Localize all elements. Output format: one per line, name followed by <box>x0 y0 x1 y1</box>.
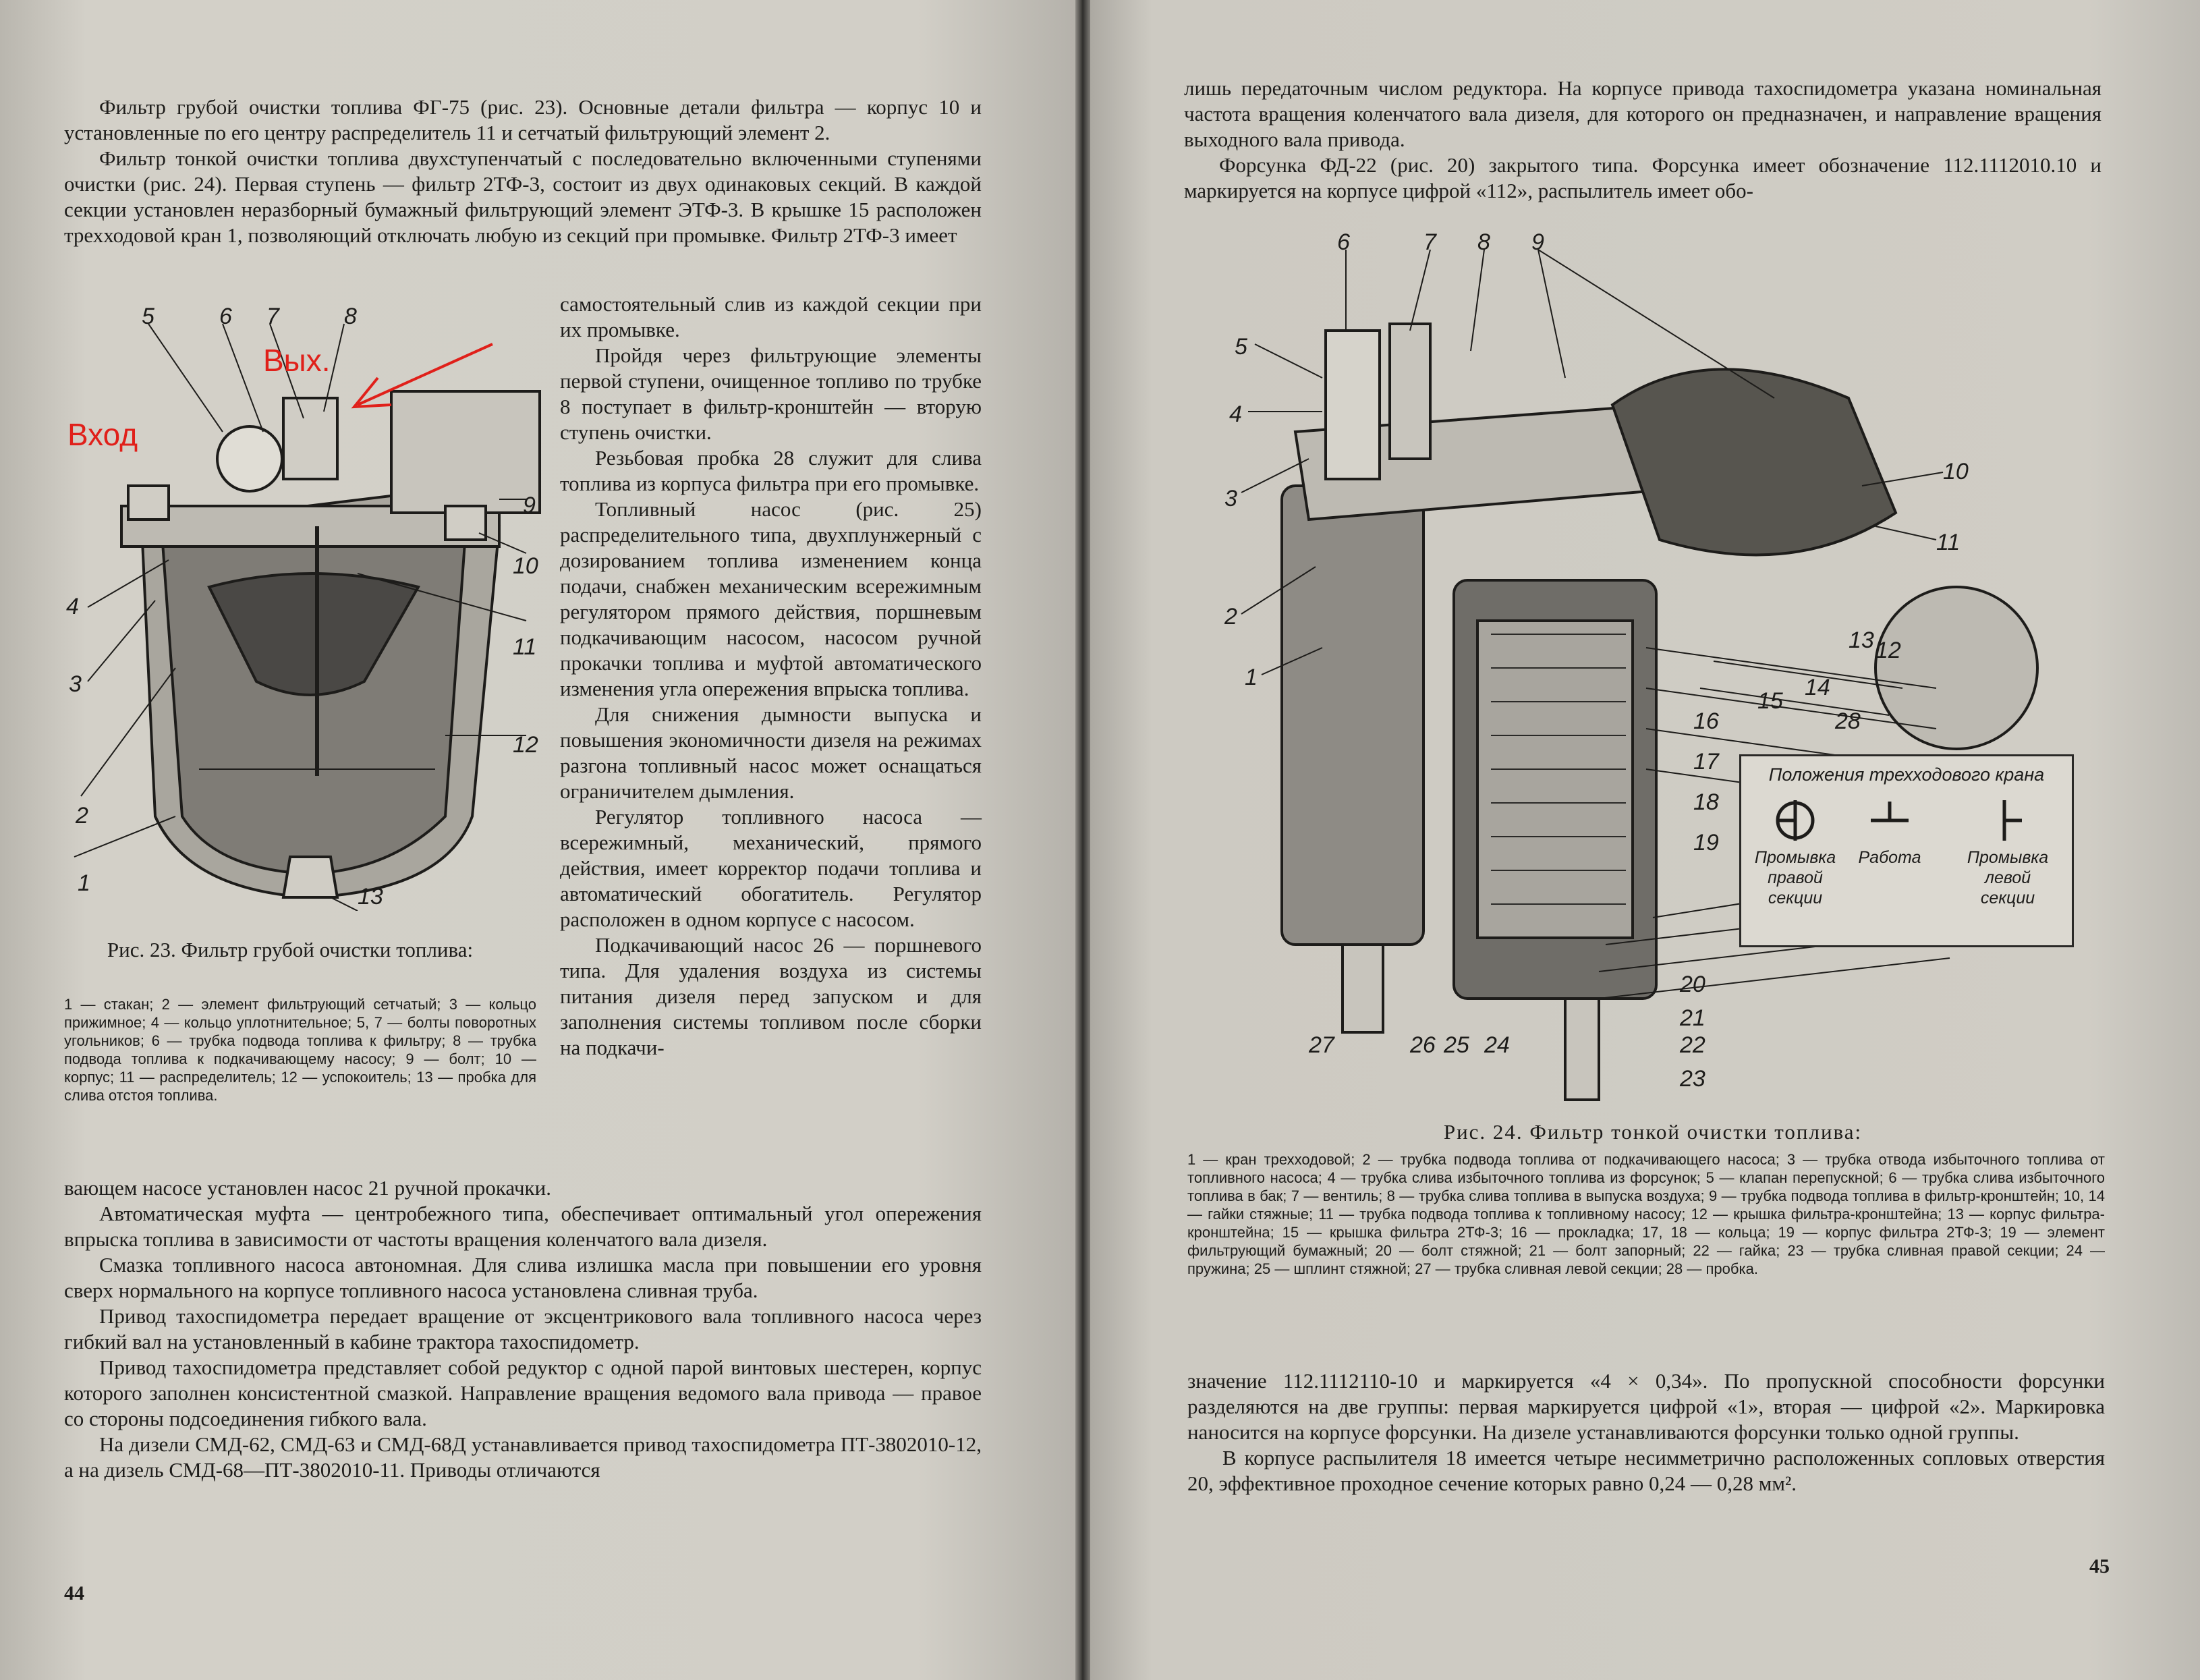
valve-position-flush-right: Промывка правой секции <box>1754 848 1836 907</box>
callout-17: 17 <box>1693 749 1719 775</box>
paragraph: Привод тахоспидометра представляет собой редуктор с одной парой винтовых шестерен, корпус которого заполнен консистентной смазкой. Направление вращения ведомого вала привода — правое со стороны подсоединения гибкого вала. <box>64 1355 982 1430</box>
figure-23-coarse-filter <box>40 304 553 911</box>
paragraph: лишь передаточным числом редуктора. На корпусе привода тахоспидометра указана номинальная частота вращения коленчатого вала дизеля, для которого он предназначен, и направление вращения выходного вала привода. <box>1184 76 2102 151</box>
paragraph: Для снижения дымности выпуска и повышения экономичности дизеля на режимах разгона топливный насос может оснащаться ограничителем дымления. <box>560 702 982 803</box>
callout-11: 11 <box>1936 530 1961 555</box>
valve-positions-title: Положения трехходового крана <box>1768 764 2045 785</box>
callout-12: 12 <box>1875 638 1901 663</box>
callout-22: 22 <box>1680 1032 1705 1058</box>
paragraph: В корпусе распылителя 18 имеется четыре несимметрично расположенных сопловых отверстия 20, эффективное проходное сечение которых равно 0,24 — 0,28 мм². <box>1187 1446 2105 1495</box>
callout-13: 13 <box>358 884 383 909</box>
paragraph: Топливный насос (рис. 25) распределительного типа, двухплунжерный с дозированием топлива изменением конца подачи, снабжен механическим всережимным регулятором прямого действия, поршневым подкачивающим насосом, насосом ручной прокачки топлива и муфтой автоматического изменения угла опережения впрыска топлива. <box>560 497 982 700</box>
callout-24: 24 <box>1484 1032 1510 1058</box>
callout-27: 27 <box>1309 1032 1334 1058</box>
valve-positions-box <box>1739 754 2074 947</box>
callout-9: 9 <box>523 493 536 518</box>
paragraph: Подкачивающий насос 26 — поршневого типа. Для удаления воздуха из системы питания дизеля перед запуском и для заполнения системы топливом после сборки на подкачи- <box>560 933 982 1059</box>
right-top-text <box>1184 76 2102 204</box>
callout-10: 10 <box>1943 459 1969 484</box>
page-number-right: 45 <box>2089 1555 2110 1577</box>
callout-10: 10 <box>513 553 538 579</box>
valve-position-work: Работа <box>1858 848 1921 867</box>
paragraph: вающем насосе установлен насос 21 ручной прокачки. <box>64 1176 551 1200</box>
callout-8: 8 <box>344 304 357 329</box>
left-intro-text <box>64 94 982 248</box>
paragraph: Смазка топливного насоса автономная. Для слива излишка масла при повышении его уровня сверх нормального на корпусе топливного насоса установлена сливная труба. <box>64 1253 982 1302</box>
callout-8: 8 <box>1477 229 1490 255</box>
figure-23-legend: 1 — стакан; 2 — элемент фильтрующий сетчатый; 3 — кольцо прижимное; 4 — кольцо уплотнительное; 5, 7 — болты поворотных угольников; 6 — трубка подвода топлива к фильтру; 8 — трубка подвода топлива к подкачивающему насосу; 9 — болт; 10 — корпус; 11 — распределитель; 12 — успокоитель; 13 — пробка для слива отстоя топлива. <box>64 996 536 1104</box>
figure-23-caption: Рис. 23. Фильтр грубой очистки топлива: <box>107 938 474 961</box>
paragraph: Фильтр грубой очистки топлива ФГ-75 (рис. 23). Основные детали фильтра — корпус 10 и установленные по его центру распределитель 11 и сетчатый фильтрующий элемент 2. <box>64 95 982 144</box>
callout-12: 12 <box>513 732 538 758</box>
left-bottom-text <box>64 1175 982 1483</box>
callout-6: 6 <box>1337 229 1350 255</box>
paragraph: самостоятельный слив из каждой секции при их промывке. <box>560 292 982 341</box>
right-bottom-text <box>1187 1368 2105 1496</box>
callout-2: 2 <box>76 803 88 829</box>
callout-15: 15 <box>1757 688 1783 714</box>
annotation-output: Вых. <box>263 343 331 378</box>
callout-14: 14 <box>1805 675 1830 700</box>
callout-28: 28 <box>1835 708 1861 734</box>
callout-3: 3 <box>1224 486 1237 511</box>
annotation-input: Вход <box>67 417 138 452</box>
callout-23: 23 <box>1680 1066 1705 1092</box>
figure-24-fine-filter <box>1187 229 2085 1113</box>
paragraph: Фильтр тонкой очистки топлива двухступенчатый с последовательно включенными ступенями очистки (рис. 24). Первая ступень — фильтр 2ТФ-3, состоит из двух одинаковых секций. В каждой секции установлен неразборный бумажный фильтрующий элемент ЭТФ-3. В крышке 15 расположен трехходовой кран 1, позволяющий отключать любую из секций при промывке. Фильтр 2ТФ-3 имеет <box>64 146 982 247</box>
callout-1: 1 <box>1245 665 1258 690</box>
callout-4: 4 <box>1229 401 1242 427</box>
figure-24-caption: Рис. 24. Фильтр тонкой очистки топлива: <box>1443 1120 1863 1144</box>
callout-9: 9 <box>1531 229 1544 255</box>
callout-11: 11 <box>513 634 537 660</box>
paragraph: Пройдя через фильтрующие элементы первой ступени, очищенное топливо по трубке 8 поступает в фильтр-кронштейн — вторую ступень очистки. <box>560 343 982 444</box>
callout-16: 16 <box>1693 708 1719 734</box>
paragraph: Форсунка ФД-22 (рис. 20) закрытого типа. Форсунка имеет обозначение 112.1112010.10 и маркируется на корпусе цифрой «112», распылитель имеет обо- <box>1184 153 2102 202</box>
page-number-left: 44 <box>64 1582 84 1604</box>
callout-26: 26 <box>1410 1032 1436 1058</box>
callout-19: 19 <box>1693 830 1719 856</box>
callout-13: 13 <box>1849 627 1874 653</box>
callout-1: 1 <box>78 870 90 896</box>
callout-3: 3 <box>69 671 82 697</box>
figure-24-legend: 1 — кран трехходовой; 2 — трубка подвода топлива от подкачивающего насоса; 3 — трубка отвода избыточного топлива от топливного насоса; 4 — трубка слива избыточного топлива из форсунок; 5 — клапан перепускной; 6 — трубка слива избыточного топлива в бак; 7 — вентиль; 8 — трубка слива топлива в выпуска воздуха; 9 — трубка подвода топлива в фильтр-кронштейн; 10, 14 — гайки стяжные; 11 — трубка подвода топлива к топливному насосу; 12 — крышка фильтра-кронштейна; 13 — корпус фильтра-кронштейна; 15 — крышка фильтра 2ТФ-3; 16 — прокладка; 17, 18 — кольца; 19 — корпус фильтра 2ТФ-3; 19 — элемент фильтрующий бумажный; 20 — болт стяжной; 21 — болт запорный; 22 — гайка; 23 — трубка сливная правой секции; 24 — пружина; 25 — шплинт стяжной; 27 — трубка сливная левой секции; 28 — пробка. <box>1187 1151 2105 1277</box>
callout-7: 7 <box>266 304 279 329</box>
paragraph: значение 112.1112110-10 и маркируется «4 × 0,34». По пропускной способности форсунки разделяются на две группы: первая маркируется цифрой «1», вторая — цифрой «2». Маркировка наносится на корпусе форсунки. На дизеле устанавливаются форсунки только одной группы. <box>1187 1369 2105 1444</box>
paragraph: Автоматическая муфта — центробежного типа, обеспечивает оптимальный угол опережения впрыска топлива в зависимости от частоты вращения коленчатого вала дизеля. <box>64 1202 982 1251</box>
callout-6: 6 <box>219 304 232 329</box>
callout-18: 18 <box>1693 789 1719 815</box>
callout-2: 2 <box>1224 604 1237 629</box>
valve-position-icons <box>1741 793 2072 847</box>
paragraph: Резьбовая пробка 28 служит для слива топлива из корпуса фильтра при его промывке. <box>560 446 982 495</box>
callout-25: 25 <box>1444 1032 1469 1058</box>
callout-21: 21 <box>1680 1005 1705 1031</box>
callout-7: 7 <box>1423 229 1436 255</box>
paragraph: Регулятор топливного насоса — всережимный, механический, прямого действия, имеет корректор подачи топлива и автоматический обогатитель. Регулятор расположен в одном корпусе с насосом. <box>560 805 982 931</box>
callout-5: 5 <box>1235 334 1247 360</box>
paragraph: Привод тахоспидометра передает вращение от эксцентрикового вала топливного насоса через гибкий вал на установленный в кабине трактора тахоспидометр. <box>64 1304 982 1353</box>
callout-5: 5 <box>142 304 154 329</box>
valve-position-flush-left: Промывка левой секции <box>1967 848 2049 907</box>
book-gutter <box>1075 0 1090 1680</box>
callout-20: 20 <box>1680 972 1705 997</box>
paragraph: На дизели СМД-62, СМД-63 и СМД-68Д устанавливается привод тахоспидометра ПТ-3802010-12, а на дизель СМД-68—ПТ-3802010-11. Приводы отличаются <box>64 1432 982 1482</box>
callout-4: 4 <box>66 594 79 619</box>
left-column-text <box>560 291 982 1061</box>
